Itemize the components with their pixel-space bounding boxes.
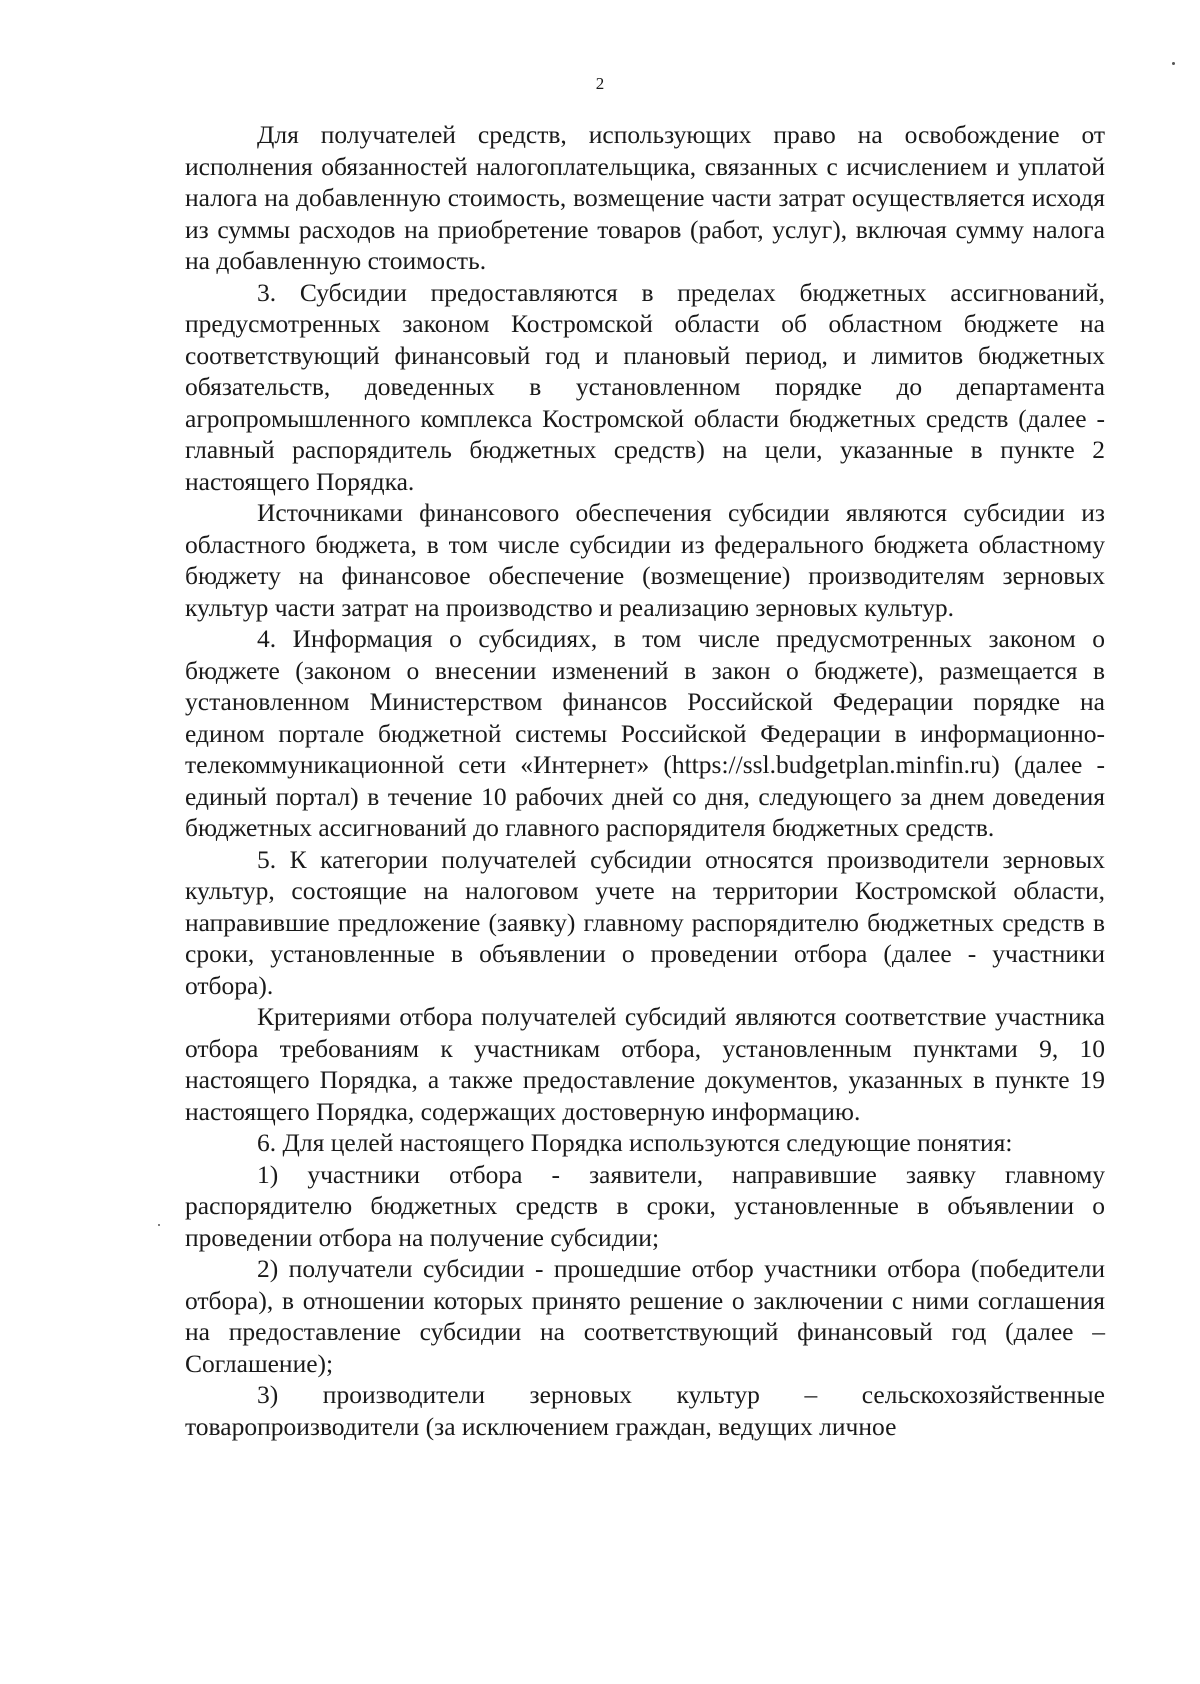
paragraph: 6. Для целей настоящего Порядка используются следующие понятия: — [257, 1128, 1013, 1157]
paragraph: 1) участники отбора - заявители, направившие заявку главному распорядителю бюджетных средств в сроки, установленные в объявлении о проведении отбора на получение субсидии; — [185, 1159, 1105, 1252]
scan-speck — [1172, 62, 1175, 65]
paragraph: 4. Информация о субсидиях, в том числе предусмотренных законом о бюджете (законом о внесении изменений в закон о бюджете), размещается в установленном Министерством финансов Российской Федерации порядке на едином портале бюджетной системы Российской Федерации в информационно-телекоммуникационной сети «Интернет» (https://ssl.budgetplan.minfin.ru) (далее - единый портал) в течение 10 рабочих дней со дня, следующего за днем доведения бюджетных ассигнований до главного распорядителя бюджетных средств. — [185, 624, 1105, 842]
paragraph: 3. Субсидии предоставляются в пределах бюджетных ассигнований, предусмотренных законом Костромской области об областном бюджете на соответствующий финансовый год и плановый период, и лимитов бюджетных обязательств, доведенных в установленном порядке до департамента агропромышленного комплекса Костромской области бюджетных средств (далее - главный распорядитель бюджетных средств) на цели, указанные в пункте 2 настоящего Порядка. — [185, 277, 1105, 496]
paragraph: 2) получатели субсидии - прошедшие отбор участники отбора (победители отбора), в отношении которых принято решение о заключении с ними соглашения на предоставление субсидии на соответствующий финансовый год (далее – Соглашение); — [185, 1254, 1105, 1378]
paragraph: Критериями отбора получателей субсидий являются соответствие участника отбора требованиям к участникам отбора, установленным пунктами 9, 10 настоящего Порядка, а также предоставление документов, указанных в пункте 19 настоящего Порядка, содержащих достоверную информацию. — [185, 1002, 1105, 1126]
document-body — [185, 119, 1105, 1442]
paragraph: Источниками финансового обеспечения субсидии являются субсидии из областного бюджета, в том числе субсидии из федерального бюджета областному бюджету на финансовое обеспечение (возмещение) производителям зерновых культур части затрат на производство и реализацию зерновых культур. — [185, 498, 1105, 622]
paragraph: 3) производители зерновых культур – сельскохозяйственные товаропроизводители (за исключением граждан, ведущих личное — [185, 1380, 1105, 1441]
page-number: 2 — [595, 74, 605, 93]
paragraph: Для получателей средств, использующих право на освобождение от исполнения обязанностей налогоплательщика, связанных с исчислением и уплатой налога на добавленную стоимость, возмещение части затрат осуществляется исходя из суммы расходов на приобретение товаров (работ, услуг), включая сумму налога на добавленную стоимость. — [185, 120, 1105, 275]
paragraph: 5. К категории получателей субсидии относятся производители зерновых культур, состоящие на налоговом учете на территории Костромской области, направившие предложение (заявку) главному распорядителю бюджетных средств в сроки, установленные в объявлении о проведении отбора (далее - участники отбора). — [185, 844, 1105, 1000]
scan-speck — [158, 1224, 160, 1226]
